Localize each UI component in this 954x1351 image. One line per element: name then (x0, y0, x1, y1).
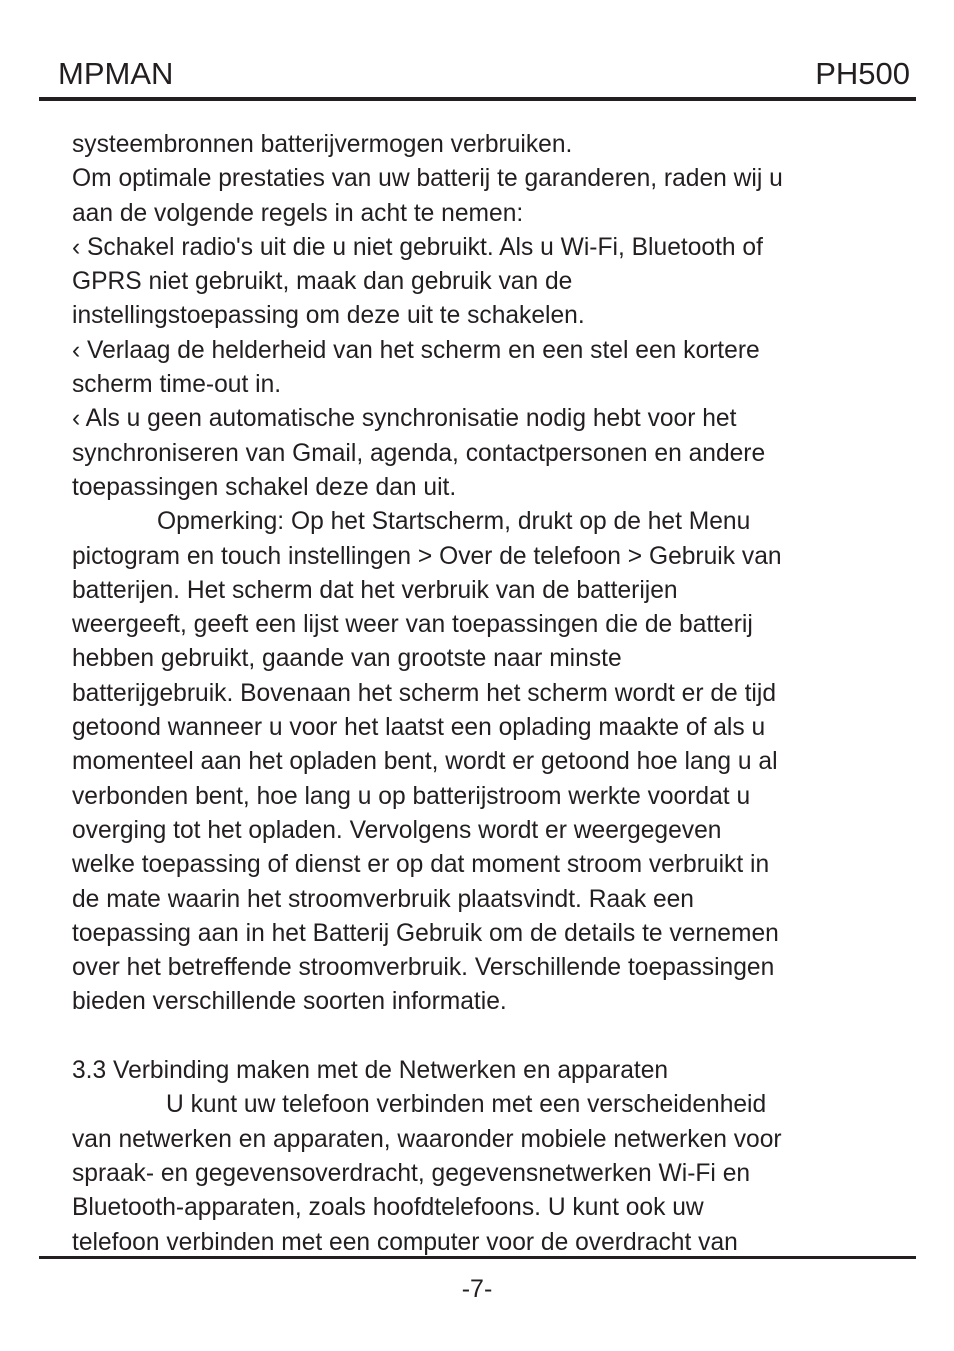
bullet-line: ‹ Als u geen automatische synchronisatie nodig hebt voor het (72, 405, 737, 433)
text-line: toepassingen schakel deze dan uit. (72, 473, 457, 501)
text-line: spraak- en gegevensoverdracht, gegevensnetwerken Wi-Fi en (72, 1159, 751, 1187)
text-line: pictogram en touch instellingen > Over de telefoon > Gebruik van (72, 542, 782, 570)
text-line: over het betreffende stroomverbruik. Verschillende toepassingen (72, 954, 775, 982)
text-line: scherm time-out in. (72, 371, 282, 399)
brand-name: MPMAN (58, 56, 174, 91)
text-line: aan de volgende regels in acht te nemen: (72, 199, 524, 227)
text-line: weergeeft, geeft een lijst weer van toepassingen die de batterij (72, 611, 753, 639)
text-line: batterijgebruik. Bovenaan het scherm het scherm wordt er de tijd (72, 679, 777, 707)
text-line: welke toepassing of dienst er op dat moment stroom verbruikt in (72, 851, 770, 879)
text-line: de mate waarin het stroomverbruik plaatsvindt. Raak een (72, 885, 694, 913)
model-name: PH500 (815, 56, 910, 91)
text-line: GPRS niet gebruikt, maak dan gebruik van de (72, 268, 573, 296)
note-line: Opmerking: Op het Startscherm, drukt op de het Menu (157, 508, 751, 536)
header-divider (39, 97, 916, 101)
footer-divider (39, 1256, 916, 1259)
text-line: U kunt uw telefoon verbinden met een verscheidenheid (166, 1091, 767, 1119)
bullet-line: ‹ Schakel radio's uit die u niet gebruikt. Als u Wi-Fi, Bluetooth of (72, 233, 763, 261)
text-line: van netwerken en apparaten, waaronder mobiele netwerken voor (72, 1125, 782, 1153)
text-line: momenteel aan het opladen bent, wordt er getoond hoe lang u al (72, 748, 778, 776)
text-line: bieden verschillende soorten informatie. (72, 988, 507, 1016)
page-header (40, 54, 914, 94)
page-number: -7- (461, 1275, 493, 1303)
text-line: Om optimale prestaties van uw batterij te garanderen, raden wij u (72, 165, 783, 193)
text-line: getoond wanneer u voor het laatst een oplading maakte of als u (72, 714, 766, 742)
text-line: systeembronnen batterijvermogen verbruiken. (72, 131, 573, 158)
text-line: batterijen. Het scherm dat het verbruik van de batterijen (72, 576, 678, 604)
blank-line (72, 1020, 912, 1054)
text-line: overging tot het opladen. Vervolgens wordt er weergegeven (72, 816, 722, 844)
text-line: telefoon verbinden met een computer voor de overdracht van (72, 1228, 738, 1256)
text-line: instellingstoepassing om deze uit te schakelen. (72, 302, 585, 330)
text-line: toepassing aan in het Batterij Gebruik om de details te vernemen (72, 919, 779, 947)
text-line: hebben gebruikt, gaande van grootste naar minste (72, 645, 622, 673)
body-text (72, 128, 912, 1260)
section-heading: 3.3 Verbinding maken met de Netwerken en apparaten (72, 1057, 669, 1085)
bullet-line: ‹ Verlaag de helderheid van het scherm en een stel een kortere (72, 336, 760, 364)
text-line: synchroniseren van Gmail, agenda, contactpersonen en andere (72, 439, 766, 467)
text-line: verbonden bent, hoe lang u op batterijstroom werkte voordat u (72, 782, 751, 810)
text-line: Bluetooth-apparaten, zoals hoofdtelefoons. U kunt ook uw (72, 1194, 704, 1222)
